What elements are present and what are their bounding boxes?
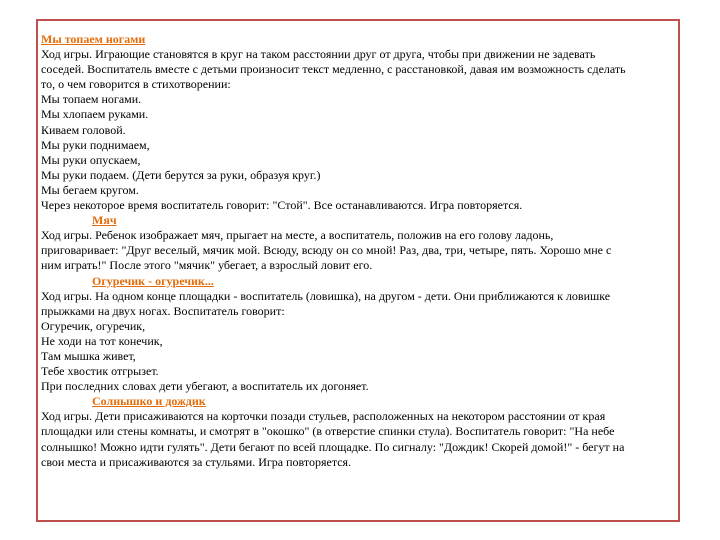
section-heading-topaem: Мы топаем ногами xyxy=(41,32,146,46)
text-line: приговаривает: "Друг веселый, мячик мой. Всюду, всюду он со мной! Раз, два, три, четыре, пять. Хорошо мне с xyxy=(41,243,612,258)
text-line: то, о чем говорится в стихотворении: xyxy=(41,77,231,92)
text-line: Ход игры. Играющие становятся в круг на таком расстоянии друг от друга, чтобы при движении не задевать xyxy=(41,47,596,62)
poem-line: Мы хлопаем руками. xyxy=(41,107,149,122)
poem-line: Мы руки поднимаем, xyxy=(41,137,150,152)
text-line: Ход игры. Дети присаживаются на корточки позади стульев, расположенных на некотором расстоянии от края xyxy=(41,409,606,424)
text-line: прыжками на двух ногах. Воспитатель говорит: xyxy=(41,303,285,318)
text-line: При последних словах дети убегают, а воспитатель их догоняет. xyxy=(41,379,369,394)
text-line: площадки или стены комнаты, и смотрят в "окошко" (в отверстие спинки стула). Воспитатель говорит: "На небе xyxy=(41,424,615,439)
text-line: свои места и присаживаются за стульями. Игра повторяется. xyxy=(41,454,352,469)
poem-line: Не ходи на тот конечик, xyxy=(41,333,163,348)
poem-line: Мы руки подаем. (Дети берутся за руки, образуя круг.) xyxy=(41,167,321,182)
poem-line: Тебе хвостик отгрызет. xyxy=(41,364,159,379)
text-line: Ход игры. Ребенок изображает мяч, прыгает на месте, а воспитатель, положив на его голову ладонь, xyxy=(41,228,554,243)
text-line: солнышко! Можно идти гулять". Дети бегают по всей площадке. По сигналу: "Дождик! Скорей домой!" - бегут на xyxy=(41,439,625,454)
poem-line: Там мышка живет, xyxy=(41,348,136,363)
poem-line: Мы бегаем кругом. xyxy=(41,182,139,197)
document-text xyxy=(41,32,681,470)
poem-line: Огуречик, огуречик, xyxy=(41,318,146,333)
text-line: ним играть!" После этого "мячик" убегает, а взрослый ловит его. xyxy=(41,258,373,273)
poem-line: Киваем головой. xyxy=(41,122,126,137)
poem-line: Мы топаем ногами. xyxy=(41,92,142,107)
text-line: соседей. Воспитатель вместе с детьми произносит текст медленно, с расстановкой, давая им возможность сделать xyxy=(41,62,626,77)
section-heading-myach: Мяч xyxy=(92,213,117,228)
section-heading-solnyshko: Солнышко и дождик xyxy=(92,394,206,409)
text-line: Ход игры. На одном конце площадки - воспитатель (ловишка), на другом - дети. Они приближаются к ловишке xyxy=(41,288,611,303)
poem-line: Мы руки опускаем, xyxy=(41,152,141,167)
section-heading-ogurechik: Огуречик - огуречик... xyxy=(92,273,214,288)
text-line: Через некоторое время воспитатель говорит: "Стой". Все останавливаются. Игра повторяется. xyxy=(41,198,523,213)
